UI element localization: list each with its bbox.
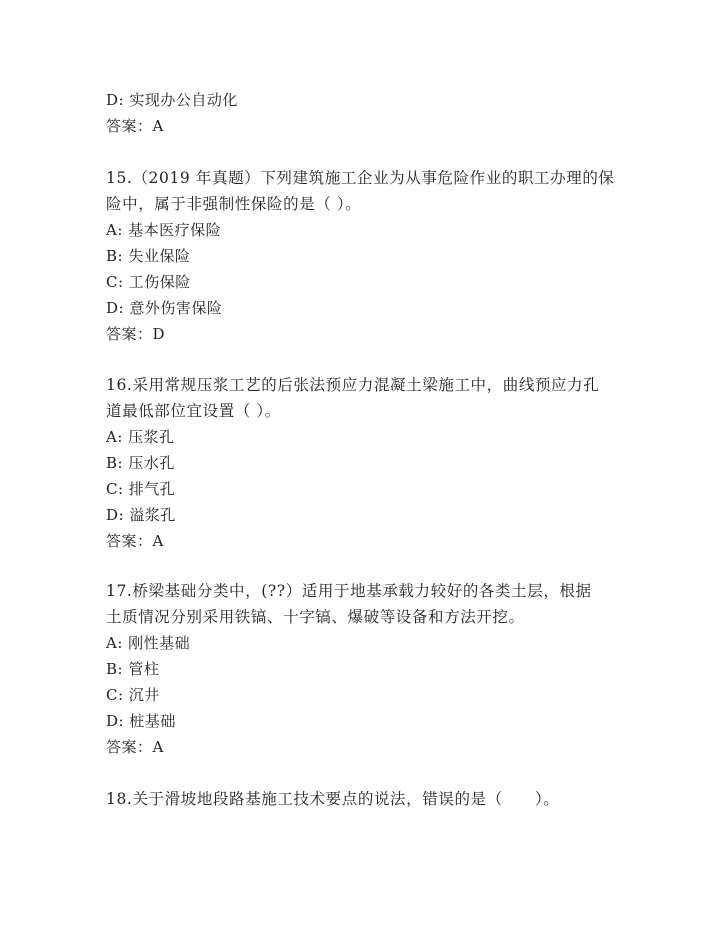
question-17: [106, 578, 626, 760]
question-stem-line: 15.（2019 年真题）下列建筑施工企业为从事危险作业的职工办理的保: [106, 169, 615, 187]
question-stem-line: 土质情况分别采用铁镐、十字镐、爆破等设备和方法开挖。: [106, 608, 525, 626]
option-c: C: 排气孔: [106, 480, 176, 498]
question-stem-line: 18.关于滑坡地段路基施工技术要点的说法，错误的是（ ）。: [106, 790, 560, 808]
question-18: [106, 786, 626, 812]
option-c: C: 沉井: [106, 686, 160, 704]
question-stem-line: 险中，属于非强制性保险的是（ ）。: [106, 195, 362, 213]
option-d: D: 桩基础: [106, 712, 176, 730]
option-a: A: 压浆孔: [106, 428, 175, 446]
option-c: C: 工伤保险: [106, 273, 191, 291]
question-stem-line: 17.桥梁基础分类中，(??）适用于地基承载力较好的各类土层，根据: [106, 582, 592, 600]
previous-question-tail: [106, 87, 626, 139]
option-b: B: 管柱: [106, 660, 160, 678]
option-d: D: 意外伤害保险: [106, 299, 223, 317]
option-d: D: 实现办公自动化: [106, 91, 238, 109]
question-stem-line: 道最低部位宜设置（ ）。: [106, 402, 281, 420]
option-a: A: 刚性基础: [106, 634, 191, 652]
question-stem-line: 16.采用常规压浆工艺的后张法预应力混凝土梁施工中，曲线预应力孔: [106, 376, 600, 394]
answer: 答案：A: [106, 117, 164, 135]
answer: 答案：A: [106, 532, 164, 550]
option-a: A: 基本医疗保险: [106, 221, 222, 239]
option-d: D: 溢浆孔: [106, 506, 176, 524]
answer: 答案：A: [106, 738, 164, 756]
option-b: B: 压水孔: [106, 454, 175, 472]
question-15: [106, 165, 626, 347]
question-16: [106, 372, 626, 554]
option-b: B: 失业保险: [106, 247, 191, 265]
answer: 答案：D: [106, 325, 166, 343]
